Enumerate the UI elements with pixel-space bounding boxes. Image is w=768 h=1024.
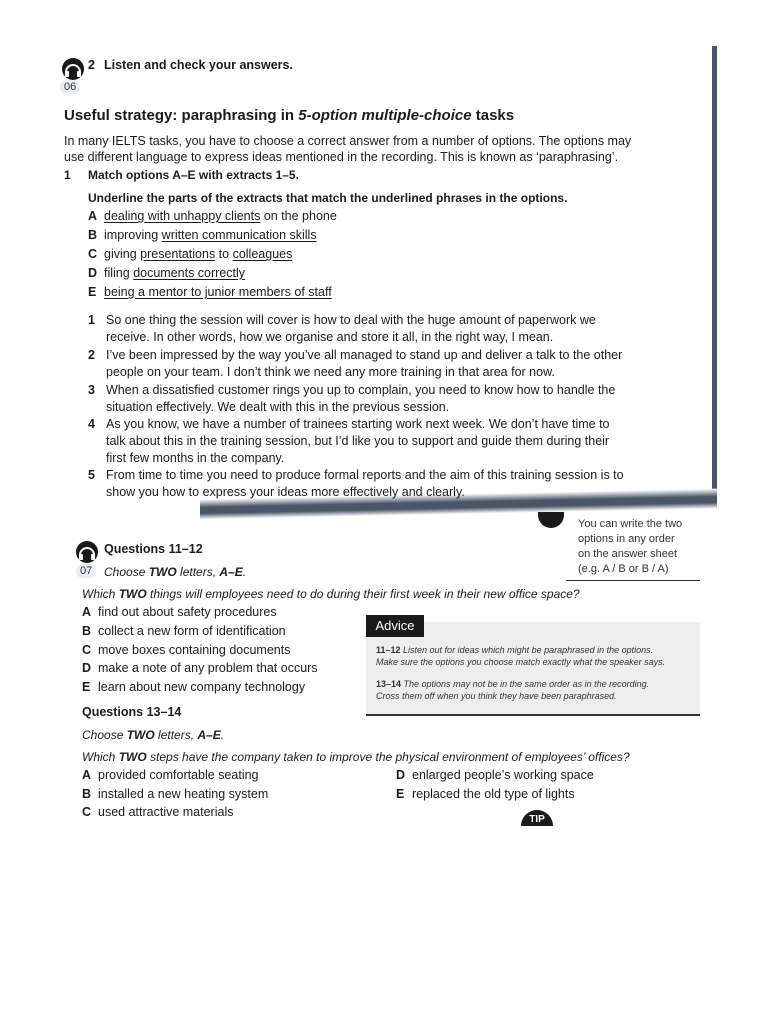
choose-text: Choose bbox=[82, 728, 127, 742]
questions-13-14-question bbox=[82, 749, 630, 765]
choose-range: A–E bbox=[219, 565, 243, 579]
strategy-title-italic: 5-option multiple-choice bbox=[298, 107, 472, 124]
advice-title: Advice bbox=[366, 615, 424, 637]
strategy-title-prefix: Useful strategy: paraphrasing in bbox=[64, 107, 299, 124]
option-text: filing bbox=[104, 266, 134, 280]
option-text: provided comfortable seating bbox=[98, 768, 259, 782]
option-letter: E bbox=[396, 787, 405, 801]
tip-line: on the answer sheet bbox=[578, 548, 678, 560]
listen-instruction: Listen and check your answers. bbox=[104, 58, 293, 72]
option-letter: B bbox=[82, 787, 92, 801]
q13-option-b bbox=[82, 787, 268, 801]
option-underlined: presentations bbox=[140, 247, 216, 261]
q11-option-a bbox=[82, 605, 277, 619]
listen-number: 2 bbox=[88, 58, 95, 72]
tip-line: options in any order bbox=[578, 533, 675, 545]
headphones-icon bbox=[72, 541, 102, 563]
advice-text: The options may not be in the same order as in the recording. bbox=[401, 679, 650, 689]
tip-badge: TIP bbox=[521, 810, 553, 826]
extract-number: 1 bbox=[88, 313, 95, 327]
option-letter: C bbox=[88, 247, 98, 261]
question-bold: TWO bbox=[118, 587, 147, 601]
option-underlined: colleagues bbox=[232, 247, 293, 261]
strategy-title bbox=[64, 107, 514, 124]
extract-number: 4 bbox=[88, 417, 95, 431]
option-letter: A bbox=[82, 768, 92, 782]
extract-number: 5 bbox=[88, 468, 95, 482]
tip-line: You can write the two bbox=[578, 518, 683, 530]
step-number: 1 bbox=[64, 168, 71, 182]
extract-2 bbox=[88, 347, 628, 381]
intro-line-1: In many IELTS tasks, you have to choose a correct answer from a number of options. The options may bbox=[64, 134, 632, 148]
choose-text: Choose bbox=[104, 565, 149, 579]
option-text: enlarged people’s working space bbox=[412, 768, 594, 782]
q13-option-e bbox=[396, 787, 575, 801]
choose-text: . bbox=[220, 728, 225, 742]
option-d bbox=[88, 266, 245, 280]
question-bold: TWO bbox=[118, 750, 147, 764]
option-letter: D bbox=[396, 768, 406, 782]
option-text: giving bbox=[104, 247, 141, 261]
strategy-title-suffix: tasks bbox=[471, 107, 515, 124]
advice-text: Listen out for ideas which might be paraphrased in the options. bbox=[400, 645, 654, 655]
option-e bbox=[88, 285, 332, 299]
option-text: collect a new form of identification bbox=[98, 624, 286, 638]
option-letter: E bbox=[82, 680, 91, 694]
q11-option-e bbox=[82, 680, 305, 694]
choose-text: . bbox=[242, 565, 247, 579]
questions-11-12-title: Questions 11–12 bbox=[104, 542, 203, 556]
extract-text: As you know, we have a number of trainees starting work next week. We don’t have time to talk about this in the training session, but I’d like you to support and guide them during their first few months in the company. bbox=[106, 417, 610, 465]
question-text: things will employees need to do during their first week in their new office space? bbox=[146, 587, 580, 601]
option-c bbox=[88, 247, 292, 261]
choose-bold: TWO bbox=[126, 728, 155, 742]
q11-option-c bbox=[82, 643, 290, 657]
q13-option-d bbox=[396, 768, 594, 782]
extract-text: When a dissatisfied customer rings you up to complain, you need to know how to handle the situation effectively. We dealt with this in the previous session. bbox=[106, 383, 616, 414]
option-underlined: being a mentor to junior members of staff bbox=[104, 285, 332, 299]
questions-13-14-choose bbox=[82, 727, 224, 743]
q11-option-b bbox=[82, 624, 286, 638]
advice-2 bbox=[376, 678, 649, 702]
option-text: to bbox=[215, 247, 233, 261]
extract-text: From time to time you need to produce formal reports and the aim of this training session is to show you how to express your ideas more effectively and clearly. bbox=[106, 468, 624, 499]
box-border-right bbox=[712, 46, 717, 496]
intro-line-2: use different language to express ideas mentioned in the recording. This is known as ‘paraphrasing’. bbox=[64, 150, 619, 164]
extract-text: So one thing the session will cover is how to deal with the huge amount of paperwork we receive. In other words, how we organise and store it all, in the right way, I mean. bbox=[106, 313, 596, 344]
option-text: improving bbox=[104, 228, 162, 242]
choose-text: letters, bbox=[176, 565, 220, 579]
question-text: Which bbox=[82, 587, 119, 601]
option-letter: E bbox=[88, 285, 97, 299]
question-text: Which bbox=[82, 750, 119, 764]
q13-option-c bbox=[82, 805, 233, 819]
question-text: steps have the company taken to improve the physical environment of employees’ offices? bbox=[146, 750, 630, 764]
choose-range: A–E bbox=[197, 728, 221, 742]
option-letter: C bbox=[82, 805, 92, 819]
q11-option-d bbox=[82, 661, 318, 675]
q13-option-a bbox=[82, 768, 259, 782]
extract-number: 3 bbox=[88, 383, 95, 397]
tip-divider bbox=[566, 580, 700, 581]
advice-1 bbox=[376, 644, 665, 668]
choose-text: letters, bbox=[154, 728, 198, 742]
track-number: 07 bbox=[76, 564, 96, 578]
option-letter: D bbox=[82, 661, 92, 675]
option-letter: D bbox=[88, 266, 98, 280]
option-letter: A bbox=[82, 605, 92, 619]
advice-range: 11–12 bbox=[376, 645, 401, 655]
extract-5 bbox=[88, 467, 628, 501]
questions-11-12-question bbox=[82, 586, 580, 602]
extract-4 bbox=[88, 416, 628, 467]
option-text: move boxes containing documents bbox=[98, 643, 291, 657]
questions-13-14-title: Questions 13–14 bbox=[82, 705, 182, 719]
tip-line: (e.g. A / B or B / A) bbox=[578, 563, 669, 575]
option-letter: A bbox=[88, 209, 98, 223]
tip-text bbox=[578, 517, 682, 577]
option-b bbox=[88, 228, 317, 242]
option-text: learn about new company technology bbox=[98, 680, 306, 694]
option-text: find out about safety procedures bbox=[98, 605, 277, 619]
choose-bold: TWO bbox=[148, 565, 177, 579]
track-number: 06 bbox=[60, 80, 80, 94]
option-letter: C bbox=[82, 643, 92, 657]
questions-11-12-choose bbox=[104, 564, 246, 580]
option-underlined: dealing with unhappy clients bbox=[104, 209, 261, 223]
extract-text: I’ve been impressed by the way you’ve all managed to stand up and deliver a talk to the other people on your team. I don’t think we need any more training in that area for now. bbox=[106, 348, 623, 379]
option-text: make a note of any problem that occurs bbox=[98, 661, 318, 675]
advice-text: Make sure the options you choose match exactly what the speaker says. bbox=[376, 657, 666, 667]
extract-3 bbox=[88, 382, 628, 416]
option-text: used attractive materials bbox=[98, 805, 234, 819]
option-text: on the phone bbox=[260, 209, 337, 223]
sub-instruction: Underline the parts of the extracts that match the underlined phrases in the options. bbox=[88, 191, 568, 205]
extract-number: 2 bbox=[88, 348, 95, 362]
option-text: replaced the old type of lights bbox=[412, 787, 575, 801]
option-a bbox=[88, 209, 337, 223]
option-letter: B bbox=[88, 228, 98, 242]
tip-badge-partial bbox=[538, 512, 564, 528]
advice-text: Cross them off when you think they have been paraphrased. bbox=[376, 691, 617, 701]
extract-1 bbox=[88, 312, 628, 346]
step-instruction: Match options A–E with extracts 1–5. bbox=[88, 168, 299, 182]
headphones-icon bbox=[58, 58, 88, 80]
option-text: installed a new heating system bbox=[98, 787, 269, 801]
advice-range: 13–14 bbox=[376, 679, 402, 689]
option-letter: B bbox=[82, 624, 92, 638]
option-underlined: written communication skills bbox=[161, 228, 317, 242]
option-underlined: documents correctly bbox=[133, 266, 246, 280]
